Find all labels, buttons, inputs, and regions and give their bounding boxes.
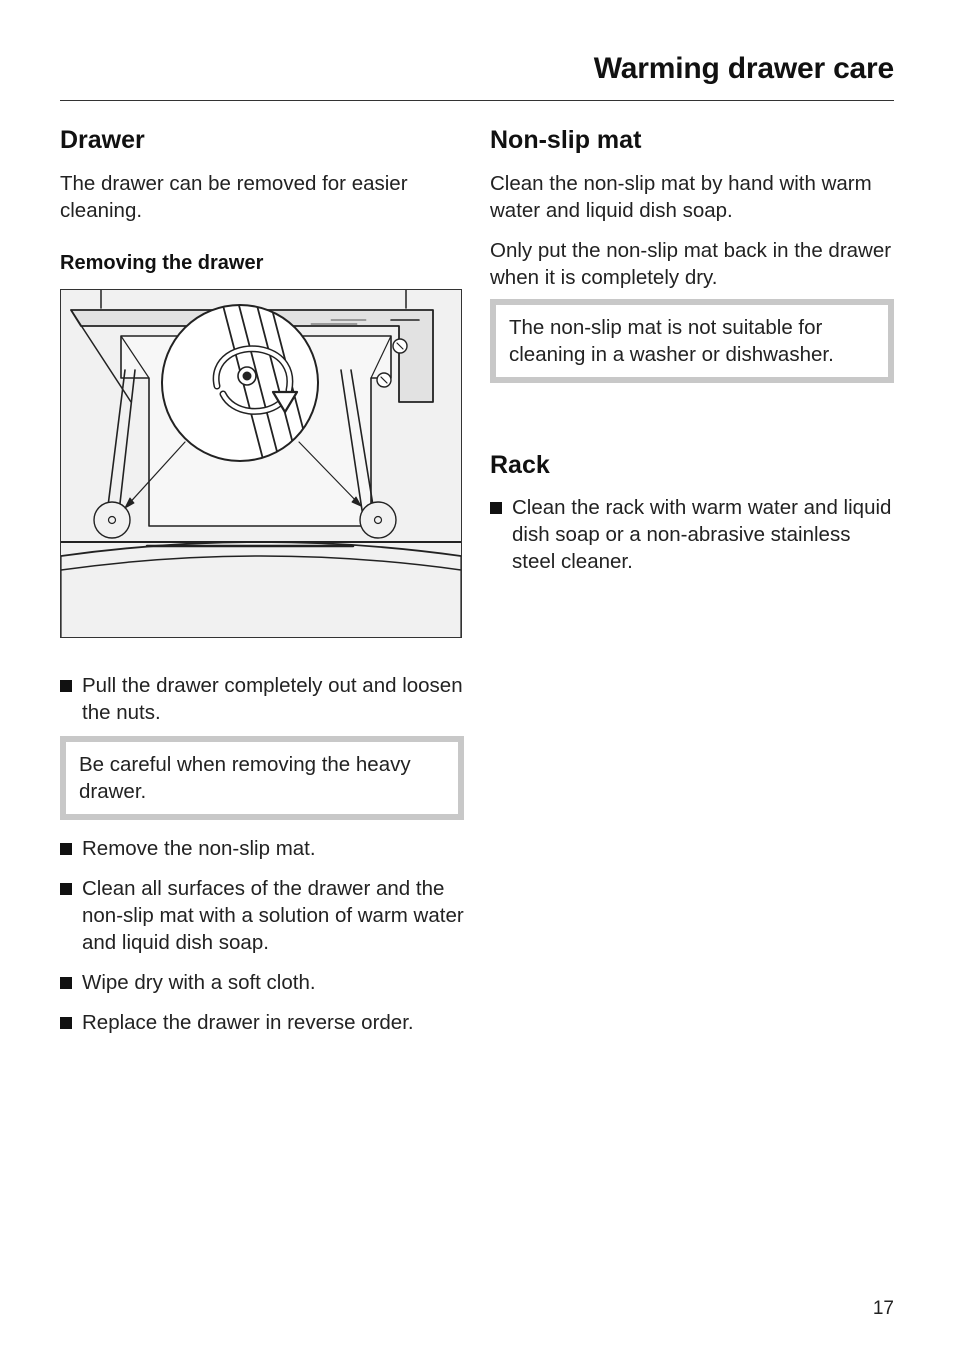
page-title: Warming drawer care: [593, 52, 894, 85]
list-item: [60, 969, 464, 996]
list-item: [60, 875, 464, 956]
bullet-text: Clean all surfaces of the drawer and the non-slip mat with a solution of warm water and liquid dish soap.: [82, 877, 464, 954]
list-item: [60, 835, 464, 862]
drawer-heading: Drawer: [60, 126, 145, 154]
warning-text: Be careful when removing the heavy drawer.: [79, 753, 411, 803]
bullet-text: Clean the rack with warm water and liquid dish soap or a non-abrasive stainless steel cleaner.: [512, 496, 892, 573]
bullet-text: Wipe dry with a soft cloth.: [82, 971, 316, 994]
bullet-text: Remove the non-slip mat.: [82, 837, 316, 860]
drawer-removal-illustration: [60, 289, 462, 638]
bullet-text: Replace the drawer in reverse order.: [82, 1011, 414, 1034]
right-column: [490, 120, 894, 575]
nonslip-para-1: Clean the non-slip mat by hand with warm water and liquid dish soap.: [490, 172, 872, 222]
drawer-intro: The drawer can be removed for easier cleaning.: [60, 172, 408, 222]
nonslip-para-2: Only put the non-slip mat back in the drawer when it is completely dry.: [490, 239, 892, 289]
left-column: [60, 120, 464, 1036]
note-box: [490, 299, 894, 383]
bullet-square-icon: [60, 1017, 72, 1029]
bullet-square-icon: [60, 883, 72, 895]
note-text: The non-slip mat is not suitable for cleaning in a washer or dishwasher.: [509, 316, 834, 366]
page-number: 17: [872, 1298, 894, 1319]
nonslip-heading: Non-slip mat: [490, 126, 642, 154]
bullet-square-icon: [60, 843, 72, 855]
warning-box: [60, 736, 464, 820]
list-item: [60, 672, 464, 726]
removing-drawer-subheading: Removing the drawer: [60, 252, 264, 274]
bullet-square-icon: [60, 680, 72, 692]
list-item: [60, 1009, 464, 1036]
list-item: [490, 494, 894, 575]
bullet-square-icon: [490, 502, 502, 514]
rack-heading: Rack: [490, 451, 550, 479]
bullet-square-icon: [60, 977, 72, 989]
header-rule: [60, 100, 894, 101]
bullet-text: Pull the drawer completely out and loosen the nuts.: [82, 674, 463, 724]
